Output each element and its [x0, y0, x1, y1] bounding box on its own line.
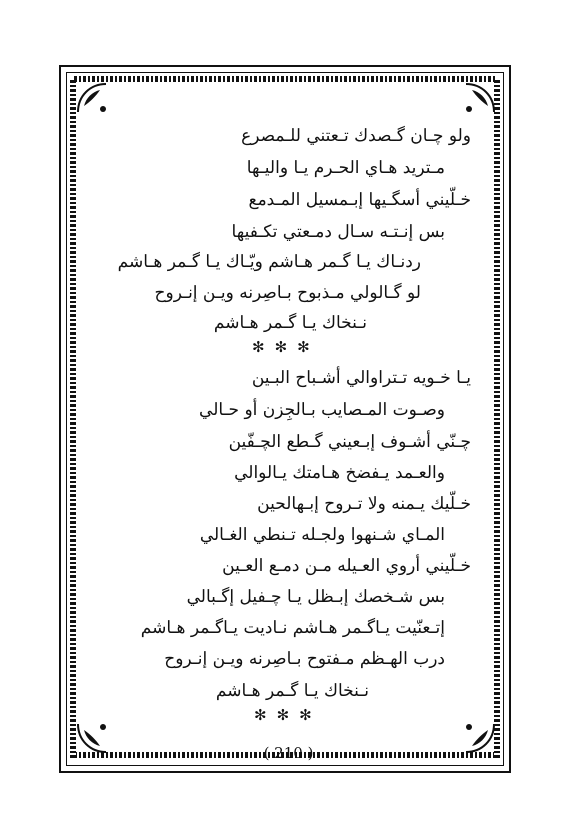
poem-line: بس إنـتـه سـال دمـعتي تكـفيها: [231, 222, 445, 242]
poem-line: يـا خـويه تـتراوالي أشـباح البـين: [251, 368, 471, 388]
poem-line: المـاي شـنهوا ولجـله تـنطي الغـالي: [199, 525, 445, 545]
poem-line: ردنـاك يـا گـمر هـاشم ويّـاك يـا گـمر هـاشم: [117, 252, 421, 272]
poem-line: چـنّي أشـوف إبـعيني گـطع الچـفّين: [228, 432, 471, 452]
corner-ornament-top-right-icon: [462, 82, 496, 116]
border-chain-left: [70, 80, 76, 758]
poem-line: خـلّيني أروي العـيله مـن دمـع العـين: [222, 556, 471, 576]
border-chain-right: [494, 80, 500, 758]
poem-line: لو گـالولي مـذبوح بـاصِرنه ويـن إنـروح: [154, 283, 421, 303]
page-number: ( 210 ): [263, 744, 314, 762]
poem-line: خـلّيني أسگـيها إبـمسيل المـدمع: [248, 190, 471, 210]
border-chain-top: [74, 76, 496, 82]
poem-line: ولو چـان گـصدك تـعتني للـمصرع: [241, 126, 471, 146]
poem-line: والعـمد يـفضخ هـامتك يـالوالي: [234, 463, 445, 483]
stars-separator: ✻✻✻: [252, 338, 320, 356]
poem-line: درب الهـظم مـفتوح بـاصِرنه ويـن إنـروح: [164, 649, 445, 669]
corner-ornament-top-left-icon: [76, 82, 110, 116]
poem-line: بس شـخصك إبـظل يـا چـفيل إگـبالي: [186, 587, 445, 607]
poem-line: خـلّيك يـمنه ولا تـروح إبـهالحين: [257, 494, 471, 514]
stars-separator: ✻✻✻: [254, 706, 322, 724]
poem-line: وصـوت المـصايب بـالجِزن أو حـالي: [199, 400, 445, 420]
poem-line: مـتريد هـاي الحـرم يـا واليـها: [246, 158, 445, 178]
poem-line: نـنخاك يـا گـمر هـاشم: [215, 681, 369, 701]
poem-line: نـنخاك يـا گـمر هـاشم: [213, 313, 367, 333]
poem-line: إتـعنّيت يـاگـمر هـاشم نـاديت يـاگـمر هـاشم: [140, 618, 445, 638]
